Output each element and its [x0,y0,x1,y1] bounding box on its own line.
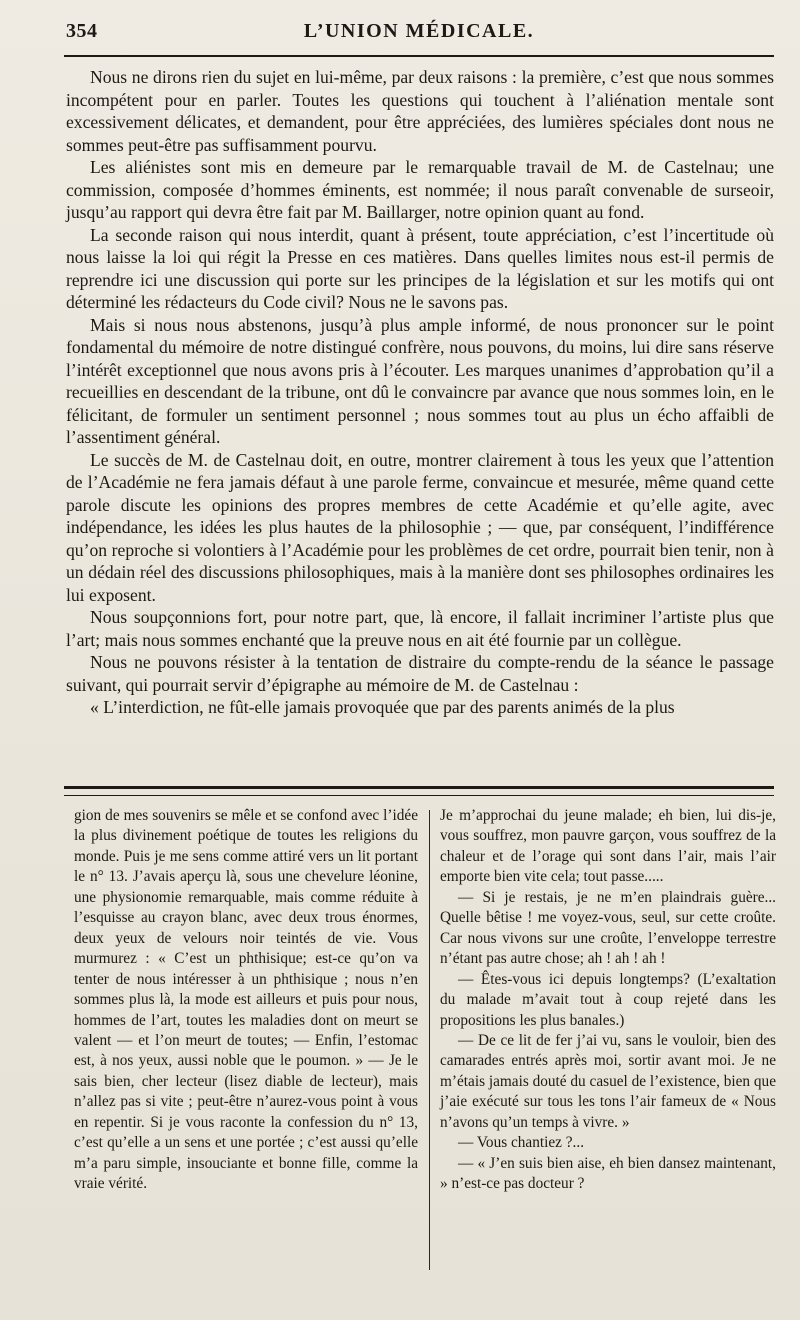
feuilleton-paragraph: — Vous chantiez ?... [458,1134,585,1152]
article-paragraph: Nous ne pouvons résister à la tentation de distraire du compte-rendu de la séance le passage suivant, qui pourrait servir d’épigraphe au mémoire de M. de Castelnau : [66,652,774,695]
article-paragraph: Mais si nous nous abstenons, jusqu’à plus ample informé, de nous prononcer sur le point fondamental du mémoire de notre distingué confrère, nous pouvons, du moins, lui dire sans réserve l’intérêt exceptionnel que nous avons pris à l’écouter. Les marques unanimes d’approbation qu’il a recueillies en descendant de la tribune, ont dû le convaincre par avance que nous sommes loin, en le félicitant, de formuler un sentiment personnel ; nous sommes tout au plus un écho affaibli de l’assentiment général. [66,314,774,447]
article-paragraph: La seconde raison qui nous interdit, quant à présent, toute appréciation, c’est l’incertitude où nous laisse la loi qui régit la Presse en ces matières. Dans quelles limites nous est-il permis de reprendre ici une discussion qui porte sur les principes de la législation et sur les motifs qui ont déterminé les rédacteurs du Code civil? Nous ne le savons pas. [66,224,774,312]
running-title: L’UNION MÉDICALE. [303,20,535,42]
article-paragraph: Nous ne dirons rien du sujet en lui-même, par deux raisons : la première, c’est que nous sommes incompétent pour en parler. Toutes les questions qui touchent à l’aliénation mentale sont excessivement délicates, et demandent, pour être appréciées, des lumières spéciales dont nous ne sommes peut-être pas suffisamment pourvu. [66,67,774,155]
feuilleton-separator [64,786,774,796]
header-rule [64,55,774,57]
feuilleton-left-column [74,806,418,1195]
feuilleton-paragraph: gion de mes souvenirs se mêle et se confond avec l’idée la plus divinement poétique de toutes les religions du monde. Puis je me sens comme attiré vers un lit portant le n° 13. J’avais aperçu là, sous une chevelure léonine, une physionomie remarquable, mais comme réduite à l’esquisse au crayon blanc, avec deux trous énormes, deux yeux de velours noir teintés de vie. Vous murmurez : « C’est un phthisique; est-ce qu’on va tenter de nous intéresser à un phthisique ; nous n’en sommes plus là, la mode est ailleurs et puis pour nous, hommes de l’art, toutes les maladies dont on meurt se valent — et l’on meurt de toutes; — Enfin, l’estomac est, à nos yeux, aussi noble que le poumon. » — Je le sais bien, cher lecteur (lisez diable de lecteur), mais n’allez pas si vite ; peut-être n’aurez-vous point à vous en repentir. Si je vous raconte la confession du n° 13, c’est qu’elle a un sens et une portée ; c’est aussi qu’elle m’a paru simple, insouciante et bonne fille, comme la vraie vérité. [74,807,418,1193]
article-paragraph: « L’interdiction, ne fût-elle jamais provoquée que par des parents animés de la plus [90,697,675,717]
feuilleton-paragraph: — « J’en suis bien aise, eh bien dansez maintenant, » n’est-ce pas docteur ? [440,1154,776,1193]
feuilleton-right-column [440,806,776,1195]
article-paragraph: Nous soupçonnions fort, pour notre part, que, là encore, il fallait incriminer l’artiste plus que l’art; mais nous sommes enchanté que la preuve nous en ait été fournie par un collègue. [66,607,774,650]
main-article [66,66,774,719]
article-paragraph: Le succès de M. de Castelnau doit, en outre, montrer clairement à tous les yeux que l’attention de l’Académie ne fera jamais défaut à une parole ferme, convaincue et mesurée, même quand cette parole discute les opinions des propres membres de cette Académie et qu’elle agite, avec indépendance, les idées les plus hautes de la philosophie ; — que, par conséquent, l’indifférence qu’on reproche si volontiers à l’Académie pour les problèmes de cet ordre, pourrait bien tenir, non à un dédain réel des discussions philosophiques, mais à la manière dont ses philosophes ordinaires les lui exposent. [66,449,774,605]
page-number: 354 [66,20,98,42]
feuilleton-paragraph: — Si je restais, je ne m’en plaindrais guère... Quelle bêtise ! me voyez-vous, seul, sur cette croûte. Car nous vivons sur une croûte, l’enveloppe terrestre n’étant pas autre chose; ah ! ah ! ah ! [440,888,776,968]
feuilleton-section [74,806,774,1276]
page-header [64,18,774,48]
feuilleton-paragraph: — De ce lit de fer j’ai vu, sans le vouloir, bien des camarades entrés après moi, sortir avant moi. Je ne m’étais jamais douté du casuel de l’existence, bien que j’aie exécuté sur tous les tons l’air fameux de « Nous n’avons qu’un temps à vivre. » [440,1031,776,1131]
column-divider [429,810,430,1270]
feuilleton-paragraph: — Êtes-vous ici depuis longtemps? (L’exaltation du malade m’avait tout à coup rejeté dans les propositions les plus banales.) [440,970,776,1029]
article-paragraph: Les aliénistes sont mis en demeure par le remarquable travail de M. de Castelnau; une commission, composée d’hommes éminents, est nommée; il nous paraît convenable de surseoir, jusqu’au rapport qui devra être fait par M. Baillarger, notre opinion quant au fond. [66,157,774,222]
feuilleton-paragraph: Je m’approchai du jeune malade; eh bien, lui dis-je, vous souffrez, mon pauvre garçon, vous souffrez de la chaleur et de l’orage qui sont dans l’air, mais l’air emporte bien vite cela; tout passe..... [440,807,776,886]
